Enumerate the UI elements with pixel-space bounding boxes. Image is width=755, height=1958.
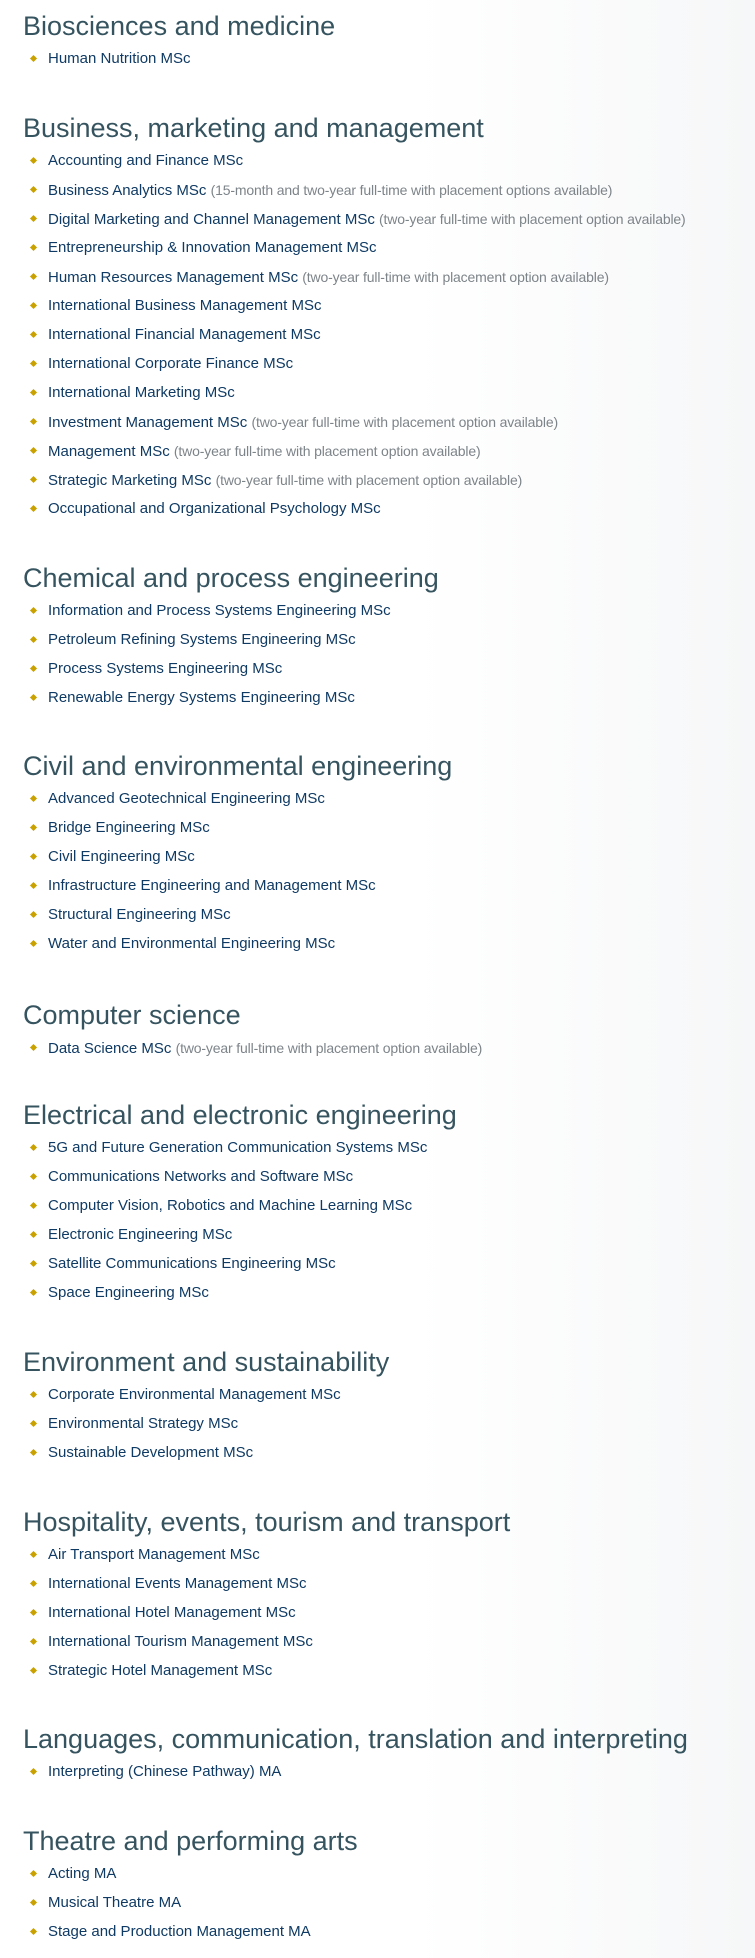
course-list-item bbox=[0, 293, 755, 322]
course-link[interactable]: Environmental Strategy MSc bbox=[48, 1415, 239, 1432]
course-link[interactable]: Process Systems Engineering MSc bbox=[48, 660, 283, 677]
course-link[interactable]: 5G and Future Generation Communication Systems MSc bbox=[48, 1139, 428, 1156]
diamond-bullet-icon bbox=[30, 1391, 37, 1398]
diamond-bullet-icon bbox=[30, 940, 37, 947]
course-list-item bbox=[0, 1658, 755, 1687]
section-heading: Civil and environmental engineering bbox=[23, 751, 453, 781]
course-link[interactable]: Satellite Communications Engineering MSc bbox=[48, 1255, 336, 1272]
course-list bbox=[0, 46, 755, 75]
course-list-item bbox=[0, 844, 755, 873]
section-heading: Languages, communication, translation and interpreting bbox=[23, 1724, 688, 1754]
course-link[interactable]: Acting MA bbox=[48, 1865, 117, 1882]
course-link[interactable]: Accounting and Finance MSc bbox=[48, 152, 244, 169]
diamond-bullet-icon bbox=[30, 607, 37, 614]
course-list-item bbox=[0, 322, 755, 351]
section-theatre-and-performing-arts bbox=[0, 1821, 755, 1948]
course-list-item bbox=[0, 656, 755, 685]
diamond-bullet-icon bbox=[30, 1202, 37, 1209]
diamond-bullet-icon bbox=[30, 55, 37, 62]
diamond-bullet-icon bbox=[30, 882, 37, 889]
diamond-bullet-icon bbox=[30, 476, 37, 483]
diamond-bullet-icon bbox=[30, 1173, 37, 1180]
diamond-bullet-icon bbox=[30, 1928, 37, 1935]
diamond-bullet-icon bbox=[30, 636, 37, 643]
course-list bbox=[0, 1135, 755, 1309]
diamond-bullet-icon bbox=[30, 1638, 37, 1645]
section-heading: Environment and sustainability bbox=[23, 1347, 390, 1377]
diamond-bullet-icon bbox=[30, 244, 37, 251]
section-languages-communication-translation-and-interpreting bbox=[0, 1719, 755, 1788]
course-list-item bbox=[0, 902, 755, 931]
section-computer-science bbox=[0, 995, 755, 1064]
course-link[interactable]: International Tourism Management MSc bbox=[48, 1633, 313, 1650]
course-list-item bbox=[0, 1382, 755, 1411]
diamond-bullet-icon bbox=[30, 1667, 37, 1674]
course-list bbox=[0, 598, 755, 714]
diamond-bullet-icon bbox=[30, 1551, 37, 1558]
diamond-bullet-icon bbox=[30, 273, 37, 280]
section-heading: Electrical and electronic engineering bbox=[23, 1100, 457, 1130]
section-electrical-and-electronic-engineering bbox=[0, 1095, 755, 1309]
course-list-item bbox=[0, 380, 755, 409]
course-link[interactable]: Structural Engineering MSc bbox=[48, 906, 231, 923]
diamond-bullet-icon bbox=[30, 853, 37, 860]
placement-note: (15-month and two-year full-time with placement options available) bbox=[210, 182, 613, 198]
diamond-bullet-icon bbox=[30, 1260, 37, 1267]
diamond-bullet-icon bbox=[30, 302, 37, 309]
course-link[interactable]: Advanced Geotechnical Engineering MSc bbox=[48, 790, 325, 807]
section-environment-and-sustainability bbox=[0, 1342, 755, 1469]
placement-note: (two-year full-time with placement option available) bbox=[251, 414, 558, 430]
course-link[interactable]: Electronic Engineering MSc bbox=[48, 1226, 233, 1243]
diamond-bullet-icon bbox=[30, 665, 37, 672]
section-hospitality-events-tourism-and-transport bbox=[0, 1502, 755, 1687]
diamond-bullet-icon bbox=[30, 418, 37, 425]
diamond-bullet-icon bbox=[30, 824, 37, 831]
course-link[interactable]: Human Resources Management MSc bbox=[48, 269, 299, 286]
course-list-item bbox=[0, 148, 755, 177]
diamond-bullet-icon bbox=[30, 1144, 37, 1151]
diamond-bullet-icon bbox=[30, 1231, 37, 1238]
course-list-item bbox=[0, 1919, 755, 1948]
course-list-item bbox=[0, 931, 755, 960]
course-link[interactable]: Air Transport Management MSc bbox=[48, 1546, 260, 1563]
course-link[interactable]: Renewable Energy Systems Engineering MSc bbox=[48, 689, 355, 706]
course-list-item bbox=[0, 46, 755, 75]
course-list bbox=[0, 1035, 755, 1064]
section-heading: Business, marketing and management bbox=[23, 113, 484, 143]
course-list-item bbox=[0, 1280, 755, 1309]
diamond-bullet-icon bbox=[30, 1044, 37, 1051]
course-list-item bbox=[0, 235, 755, 264]
course-link[interactable]: International Marketing MSc bbox=[48, 384, 235, 401]
course-list-item bbox=[0, 1542, 755, 1571]
course-link[interactable]: Strategic Marketing MSc bbox=[48, 472, 212, 489]
placement-note: (two-year full-time with placement option available) bbox=[173, 443, 481, 459]
course-list-item bbox=[0, 409, 755, 438]
diamond-bullet-icon bbox=[30, 1899, 37, 1906]
course-link[interactable]: Stage and Production Management MA bbox=[48, 1923, 311, 1940]
diamond-bullet-icon bbox=[30, 1289, 37, 1296]
diamond-bullet-icon bbox=[30, 1768, 37, 1775]
diamond-bullet-icon bbox=[30, 215, 37, 222]
course-list-item bbox=[0, 1571, 755, 1600]
course-list-item bbox=[0, 1035, 755, 1064]
course-list bbox=[0, 148, 755, 525]
course-link[interactable]: Computer Vision, Robotics and Machine Learning MSc bbox=[48, 1197, 413, 1214]
course-link[interactable]: Interpreting (Chinese Pathway) MA bbox=[48, 1763, 282, 1780]
course-link[interactable]: Investment Management MSc bbox=[48, 414, 248, 431]
course-list-item bbox=[0, 1411, 755, 1440]
course-link[interactable]: Human Nutrition MSc bbox=[48, 50, 191, 67]
course-link[interactable]: Communications Networks and Software MSc bbox=[48, 1168, 354, 1185]
diamond-bullet-icon bbox=[30, 1580, 37, 1587]
course-list-item bbox=[0, 206, 755, 235]
course-link[interactable]: International Corporate Finance MSc bbox=[48, 355, 294, 372]
course-link[interactable]: Infrastructure Engineering and Management MSc bbox=[48, 877, 376, 894]
diamond-bullet-icon bbox=[30, 1420, 37, 1427]
section-heading: Chemical and process engineering bbox=[23, 563, 439, 593]
course-list bbox=[0, 786, 755, 960]
course-link[interactable]: Bridge Engineering MSc bbox=[48, 819, 210, 836]
course-list-item bbox=[0, 467, 755, 496]
course-link[interactable]: Petroleum Refining Systems Engineering MSc bbox=[48, 631, 356, 648]
placement-note: (two-year full-time with placement option available) bbox=[215, 472, 523, 488]
section-business-marketing-and-management bbox=[0, 108, 755, 525]
diamond-bullet-icon bbox=[30, 911, 37, 918]
section-civil-and-environmental-engineering bbox=[0, 746, 755, 960]
diamond-bullet-icon bbox=[30, 360, 37, 367]
placement-note: (two-year full-time with placement option available) bbox=[302, 269, 609, 285]
section-chemical-and-process-engineering bbox=[0, 558, 755, 714]
course-list-item bbox=[0, 598, 755, 627]
course-link[interactable]: Water and Environmental Engineering MSc bbox=[48, 935, 336, 952]
diamond-bullet-icon bbox=[30, 186, 37, 193]
course-list-item bbox=[0, 1251, 755, 1280]
course-list-item bbox=[0, 815, 755, 844]
course-link[interactable]: Space Engineering MSc bbox=[48, 1284, 209, 1301]
course-link[interactable]: Occupational and Organizational Psychology MSc bbox=[48, 500, 381, 517]
course-link[interactable]: Civil Engineering MSc bbox=[48, 848, 195, 865]
course-list bbox=[0, 1861, 755, 1948]
diamond-bullet-icon bbox=[30, 1449, 37, 1456]
course-link[interactable]: International Events Management MSc bbox=[48, 1575, 307, 1592]
course-list bbox=[0, 1759, 755, 1788]
course-list-item bbox=[0, 496, 755, 525]
course-list-item bbox=[0, 1222, 755, 1251]
course-list bbox=[0, 1542, 755, 1687]
course-link[interactable]: Data Science MSc bbox=[48, 1040, 172, 1057]
course-list-item bbox=[0, 786, 755, 815]
course-link[interactable]: Corporate Environmental Management MSc bbox=[48, 1386, 341, 1403]
diamond-bullet-icon bbox=[30, 795, 37, 802]
course-list-item bbox=[0, 685, 755, 714]
course-list-item bbox=[0, 264, 755, 293]
section-heading: Theatre and performing arts bbox=[23, 1826, 358, 1856]
section-heading: Computer science bbox=[23, 1000, 241, 1030]
course-list-item bbox=[0, 1135, 755, 1164]
course-list-item bbox=[0, 873, 755, 902]
course-list-item bbox=[0, 1629, 755, 1658]
course-list-item bbox=[0, 1440, 755, 1469]
course-link[interactable]: Information and Process Systems Engineering MSc bbox=[48, 602, 391, 619]
section-biosciences-and-medicine bbox=[0, 6, 755, 75]
course-list-item bbox=[0, 1861, 755, 1890]
placement-note: (two-year full-time with placement option available) bbox=[175, 1040, 483, 1056]
course-list-item bbox=[0, 351, 755, 380]
course-link[interactable]: International Business Management MSc bbox=[48, 297, 322, 314]
course-list-item bbox=[0, 1759, 755, 1788]
course-list-item bbox=[0, 1164, 755, 1193]
section-heading: Biosciences and medicine bbox=[23, 11, 336, 41]
section-heading: Hospitality, events, tourism and transport bbox=[23, 1507, 511, 1537]
course-list-item bbox=[0, 438, 755, 467]
course-link[interactable]: Business Analytics MSc bbox=[48, 182, 207, 199]
course-list-item bbox=[0, 1600, 755, 1629]
course-list bbox=[0, 1382, 755, 1469]
course-link[interactable]: Musical Theatre MA bbox=[48, 1894, 182, 1911]
diamond-bullet-icon bbox=[30, 1609, 37, 1616]
diamond-bullet-icon bbox=[30, 505, 37, 512]
course-link[interactable]: Strategic Hotel Management MSc bbox=[48, 1662, 273, 1679]
course-link[interactable]: International Financial Management MSc bbox=[48, 326, 321, 343]
diamond-bullet-icon bbox=[30, 157, 37, 164]
course-link[interactable]: Sustainable Development MSc bbox=[48, 1444, 254, 1461]
course-link[interactable]: Entrepreneurship & Innovation Management MSc bbox=[48, 239, 377, 256]
course-link[interactable]: Management MSc bbox=[48, 443, 170, 460]
course-list-item bbox=[0, 627, 755, 656]
diamond-bullet-icon bbox=[30, 694, 37, 701]
course-list-item bbox=[0, 1890, 755, 1919]
placement-note: (two-year full-time with placement option available) bbox=[379, 211, 686, 227]
course-list-item bbox=[0, 1193, 755, 1222]
course-link[interactable]: International Hotel Management MSc bbox=[48, 1604, 296, 1621]
course-link[interactable]: Digital Marketing and Channel Management MSc bbox=[48, 211, 375, 228]
course-list-item bbox=[0, 177, 755, 206]
diamond-bullet-icon bbox=[30, 331, 37, 338]
diamond-bullet-icon bbox=[30, 389, 37, 396]
diamond-bullet-icon bbox=[30, 447, 37, 454]
diamond-bullet-icon bbox=[30, 1870, 37, 1877]
